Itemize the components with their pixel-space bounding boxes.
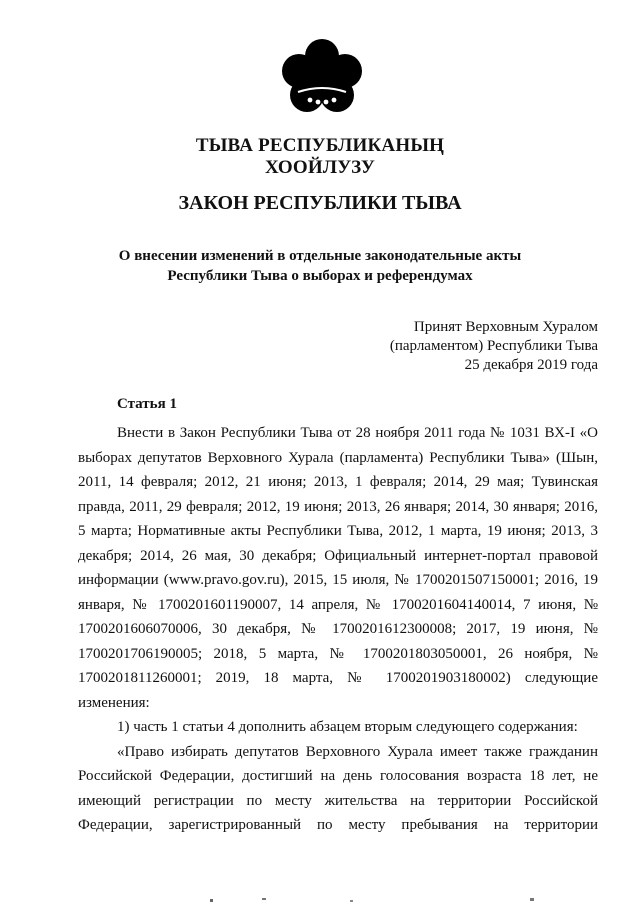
tuvan-title-line-2: ХООЙЛУЗУ — [264, 157, 376, 178]
article-line: декабря; 2014, 26 мая, 30 декабря; Официальный интернет-портал правовой — [78, 547, 598, 564]
adopted-date: 25 декабря 2019 года — [464, 357, 598, 373]
article-line: января, № 1700201601190007, 14 апреля, № 1700201604140014, 7 июня, № — [78, 596, 598, 613]
amendment-item-1: 1) часть 1 статьи 4 дополнить абзацем вторым следующего содержания: — [117, 719, 578, 735]
tuvan-title-line-1: ТЫВА РЕСПУБЛИКАНЫҢ — [195, 135, 445, 156]
quote-line: «Право избирать депутатов Верховного Хурала имеет также гражданин — [117, 743, 598, 760]
article-heading: Статья 1 — [117, 396, 177, 412]
article-line: 1700201811260001; 2019, 18 марта, № 1700201903180002) следующие — [78, 670, 598, 686]
quote-line: имеющий регистрации по месту жительства на территории Российской — [78, 792, 598, 809]
article-line: 1700201706190005; 2018, 5 марта, № 1700201803050001, 26 ноября, № — [78, 645, 598, 662]
quote-line: Федерации, зарегистрированный по месту пребывания на территории — [78, 817, 598, 833]
article-line: 1700201606070006, 30 декабря, № 1700201612300008; 2017, 19 июня, № — [78, 621, 598, 637]
article-line: 2011, 14 февраля; 2012, 21 июня; 2013, 1 февраля; 2014, 29 мая; Тувинская — [78, 474, 598, 490]
article-line: информации (www.pravo.gov.ru), 2015, 15 июля, № 1700201507150001; 2016, 19 — [78, 572, 598, 588]
law-title: ЗАКОН РЕСПУБЛИКИ ТЫВА — [178, 192, 462, 214]
article-line: правда, 2011, 29 февраля; 2012, 19 июня; 2013, 26 января; 2014, 30 января; 2016, — [78, 498, 598, 515]
article-line: 5 марта; Нормативные акты Республики Тыва, 2012, 1 марта, 19 июня; 2013, 3 — [78, 523, 598, 539]
article-line: изменения: — [78, 694, 150, 711]
article-body — [78, 421, 598, 838]
adopted-line-2: (парламентом) Республики Тыва — [389, 338, 598, 354]
article-line: Внести в Закон Республики Тыва от 28 ноября 2011 года № 1031 ВХ-I «О — [117, 425, 598, 441]
quote-line: Российской Федерации, достигший на день голосования возраста 18 лет, не — [78, 768, 598, 784]
tuva-emblem-icon — [276, 38, 368, 116]
article-line: выборах депутатов Верховного Хурала (парламента) Республики Тыва» (Шын, — [78, 449, 598, 466]
law-subject-line-1: О внесении изменений в отдельные законодательные акты — [118, 248, 522, 264]
law-subject-line-2: Республики Тыва о выборах и референдумах — [167, 268, 473, 284]
adopted-line-1: Принят Верховным Хуралом — [413, 319, 598, 335]
scan-specks — [200, 895, 620, 905]
